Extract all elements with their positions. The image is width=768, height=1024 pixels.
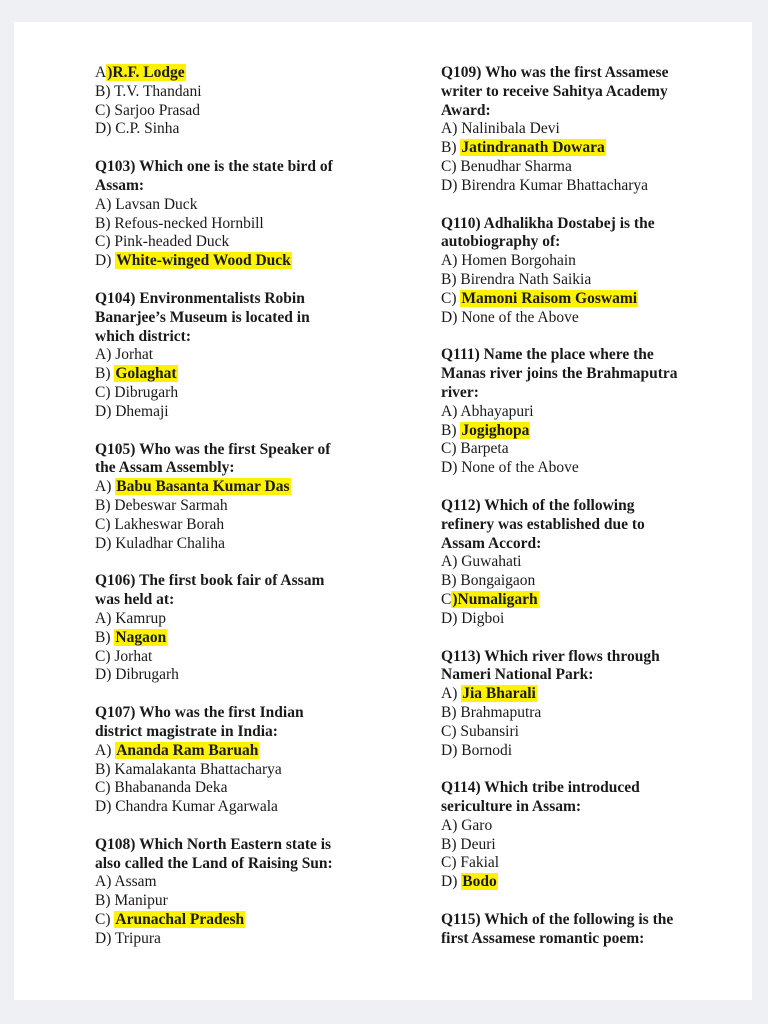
option-prefix: B) (95, 760, 111, 778)
option-prefix: C) (441, 440, 457, 458)
block-gap (441, 327, 741, 346)
answer-option (95, 215, 395, 234)
option-text: Golaghat (115, 365, 177, 383)
option-text: Debeswar Sarmah (114, 496, 228, 514)
option-prefix: C) (95, 911, 111, 929)
answer-option (95, 873, 395, 892)
answer-option-correct (441, 422, 741, 441)
question-text: autobiography of: (441, 233, 561, 251)
block-gap (95, 422, 395, 441)
option-prefix: B) (441, 139, 457, 157)
option-text: Lakheswar Borah (114, 515, 225, 533)
option-text: Numaligarh (457, 590, 538, 608)
question-text: Q110) Adhalikha Dostabej is the (441, 214, 655, 232)
answer-option (441, 553, 741, 572)
option-prefix: C) (441, 157, 457, 175)
option-text: Manipur (114, 892, 168, 910)
option-text: Sarjoo Prasad (114, 101, 201, 119)
highlighted-answer (461, 685, 537, 702)
block-gap (95, 271, 395, 290)
option-text: Fakial (460, 854, 500, 872)
option-text: Dibrugarh (114, 383, 179, 401)
option-text: Kamrup (115, 609, 167, 627)
answer-option (441, 723, 741, 742)
option-prefix: B) (441, 703, 457, 721)
answer-option (95, 196, 395, 215)
answer-option (95, 930, 395, 949)
highlighted-answer (460, 139, 605, 156)
question-block (441, 215, 741, 328)
option-prefix: C) (441, 722, 457, 740)
question-text: Q104) Environmentalists Robin (95, 289, 305, 307)
option-text: Homen Borgohain (461, 252, 576, 270)
option-prefix: C) (95, 383, 111, 401)
option-prefix: A) (441, 553, 458, 571)
option-text: White-winged Wood Duck (116, 252, 291, 270)
answer-option (441, 158, 741, 177)
option-prefix: B) (441, 270, 457, 288)
answer-option (95, 346, 395, 365)
answer-option (95, 648, 395, 667)
option-text: Dibrugarh (115, 666, 179, 684)
option-prefix: C (441, 590, 452, 608)
highlighted-answer (114, 365, 177, 382)
option-prefix: C) (95, 647, 111, 665)
option-prefix: D) (95, 402, 112, 420)
option-text: Lavsan Duck (115, 195, 198, 213)
option-prefix: D) (95, 120, 112, 138)
answer-option (441, 177, 741, 196)
highlighted-answer (451, 591, 538, 608)
question-text: first Assamese romantic poem: (441, 929, 645, 947)
question-text: Q113) Which river flows through (441, 647, 660, 665)
answer-option-correct (95, 911, 395, 930)
answer-option (95, 120, 395, 139)
left-column (95, 64, 395, 949)
question-text: district magistrate in India: (95, 722, 278, 740)
option-text: None of the Above (461, 308, 579, 326)
option-text: None of the Above (461, 459, 579, 477)
option-prefix: A) (95, 609, 112, 627)
option-prefix: A) (95, 873, 112, 891)
question-text: Q103) Which one is the state bird of (95, 158, 333, 176)
question-block (95, 572, 395, 685)
question-text: also called the Land of Raising Sun: (95, 854, 333, 872)
option-prefix: D) (95, 798, 112, 816)
option-text: Bornodi (461, 741, 513, 759)
block-gap (95, 553, 395, 572)
answer-option (95, 497, 395, 516)
option-text: Dhemaji (115, 402, 169, 420)
option-text: Babu Basanta Kumar Das (116, 478, 290, 496)
option-prefix: C) (95, 233, 111, 251)
answer-option (95, 516, 395, 535)
option-prefix: D) (95, 666, 112, 684)
answer-option (95, 233, 395, 252)
question-text: refinery was established due to (441, 515, 645, 533)
option-text: Bongaigaon (460, 572, 536, 590)
question-block (441, 911, 741, 949)
option-text: Pink-headed Duck (114, 233, 230, 251)
question-block (441, 346, 741, 478)
option-prefix: B) (95, 628, 111, 646)
option-prefix: C) (441, 289, 457, 307)
answer-option-correct (441, 873, 741, 892)
option-prefix: D) (441, 609, 458, 627)
question-text: Q114) Which tribe introduced (441, 779, 640, 797)
option-prefix: C) (95, 101, 111, 119)
option-text: R.F. Lodge (112, 64, 185, 81)
block-gap (95, 139, 395, 158)
answer-option (441, 704, 741, 723)
option-prefix: D) (95, 252, 112, 270)
question-block (441, 779, 741, 892)
answer-option (441, 403, 741, 422)
question-text: Q111) Name the place where the (441, 346, 654, 364)
option-prefix: C) (95, 779, 111, 797)
option-prefix: B) (95, 496, 111, 514)
question-block (441, 497, 741, 629)
answer-option (441, 742, 741, 761)
highlighted-answer (460, 422, 530, 439)
question-block (95, 704, 395, 817)
answer-option (95, 535, 395, 554)
answer-option-correct (95, 64, 395, 83)
question-text: Q108) Which North Eastern state is (95, 835, 332, 853)
answer-option-correct (95, 629, 395, 648)
option-text: Tripura (114, 929, 161, 947)
option-prefix: B) (441, 572, 457, 590)
option-text: Birendra Kumar Bhattacharya (461, 176, 649, 194)
answer-option (441, 271, 741, 290)
answer-option (441, 309, 741, 328)
option-prefix: D) (441, 176, 458, 194)
question-text: was held at: (95, 591, 175, 609)
question-text: Q107) Who was the first Indian (95, 704, 304, 722)
option-prefix: D) (441, 741, 458, 759)
option-prefix: B) (441, 835, 457, 853)
option-text: Refous-necked Hornbill (114, 214, 264, 232)
option-prefix: D) (95, 534, 112, 552)
option-text: C.P. Sinha (115, 120, 180, 138)
question-block (95, 158, 395, 271)
option-separator: ) (452, 590, 458, 608)
answer-option (95, 798, 395, 817)
question-text: Q112) Which of the following (441, 496, 635, 514)
answer-option (95, 761, 395, 780)
answer-option (95, 892, 395, 911)
question-block (95, 290, 395, 422)
option-text: Guwahati (461, 553, 522, 571)
answer-option (95, 666, 395, 685)
answer-option (441, 836, 741, 855)
option-text: Garo (461, 816, 493, 834)
option-text: Ananda Ram Baruah (116, 741, 259, 759)
highlighted-answer (114, 911, 245, 928)
answer-option (95, 610, 395, 629)
answer-option (95, 102, 395, 121)
option-text: Jatindranath Dowara (461, 139, 605, 157)
question-text: river: (441, 383, 479, 401)
option-prefix: B) (95, 214, 111, 232)
answer-option (441, 120, 741, 139)
option-prefix: D) (441, 459, 458, 477)
question-text: Q109) Who was the first Assamese (441, 64, 669, 81)
option-prefix: A) (95, 195, 112, 213)
option-text: Abhayapuri (460, 402, 534, 420)
question-block (95, 64, 395, 139)
option-prefix: A) (441, 816, 458, 834)
highlighted-answer (115, 252, 292, 269)
option-prefix: D) (95, 929, 112, 947)
highlighted-answer (461, 873, 497, 890)
question-text: which district: (95, 327, 192, 345)
option-prefix: A) (95, 478, 112, 496)
option-prefix: B) (441, 421, 457, 439)
question-text: Award: (441, 101, 491, 119)
question-text: sericulture in Assam: (441, 798, 582, 816)
answer-option (441, 440, 741, 459)
block-gap (441, 892, 741, 911)
question-text: Q105) Who was the first Speaker of (95, 440, 331, 458)
answer-option (95, 779, 395, 798)
option-text: Nalinibala Devi (461, 120, 560, 138)
option-text: Barpeta (460, 440, 509, 458)
highlighted-answer (106, 64, 185, 81)
option-text: Assam (114, 873, 157, 891)
option-text: Benudhar Sharma (460, 157, 572, 175)
option-prefix: C) (441, 854, 457, 872)
answer-option (441, 252, 741, 271)
highlighted-answer (115, 742, 259, 759)
option-prefix: A) (95, 346, 112, 364)
block-gap (95, 817, 395, 836)
option-prefix: A) (441, 252, 458, 270)
highlighted-answer (115, 478, 290, 495)
option-prefix: D) (441, 873, 458, 891)
question-text: Q106) The first book fair of Assam (95, 572, 325, 590)
option-text: Kamalakanta Bhattacharya (114, 760, 282, 778)
answer-option-correct (441, 290, 741, 309)
option-prefix: A (95, 64, 107, 81)
option-text: Mamoni Raisom Goswami (461, 289, 638, 307)
block-gap (441, 760, 741, 779)
option-text: Chandra Kumar Agarwala (115, 798, 278, 816)
question-text: writer to receive Sahitya Academy (441, 82, 668, 100)
answer-option-correct (441, 685, 741, 704)
document-page (14, 22, 752, 1000)
question-block (441, 64, 741, 196)
option-prefix: B) (95, 82, 111, 100)
block-gap (95, 685, 395, 704)
question-text: Q115) Which of the following is the (441, 911, 674, 929)
answer-option (95, 384, 395, 403)
answer-option-correct (95, 365, 395, 384)
option-prefix: A) (95, 741, 112, 759)
option-text: Birendra Nath Saikia (460, 270, 592, 288)
answer-option (95, 403, 395, 422)
option-text: Brahmaputra (460, 703, 542, 721)
answer-option (441, 854, 741, 873)
question-text: Manas river joins the Brahmaputra (441, 365, 678, 383)
option-text: Digboi (461, 609, 505, 627)
option-text: Arunachal Pradesh (115, 911, 245, 929)
answer-option (441, 459, 741, 478)
question-text: Assam Accord: (441, 534, 542, 552)
question-text: Banarjee’s Museum is located in (95, 308, 310, 326)
option-prefix: A) (441, 120, 458, 138)
option-prefix: C) (95, 515, 111, 533)
answer-option (441, 572, 741, 591)
block-gap (441, 478, 741, 497)
answer-option (441, 610, 741, 629)
question-text: Assam: (95, 176, 145, 194)
right-column (441, 64, 741, 949)
option-text: Jorhat (114, 647, 153, 665)
question-block (95, 836, 395, 949)
highlighted-answer (114, 629, 167, 646)
question-text: the Assam Assembly: (95, 459, 235, 477)
option-prefix: A) (441, 402, 458, 420)
block-gap (441, 196, 741, 215)
option-prefix: B) (95, 892, 111, 910)
block-gap (441, 629, 741, 648)
answer-option-correct (95, 252, 395, 271)
option-text: T.V. Thandani (114, 82, 202, 100)
option-text: Bhabananda Deka (114, 779, 228, 797)
option-prefix: B) (95, 365, 111, 383)
option-text: Subansiri (460, 722, 519, 740)
question-text: Nameri National Park: (441, 666, 594, 684)
highlighted-answer (460, 290, 638, 307)
option-text: Jorhat (115, 346, 154, 364)
answer-option-correct (95, 478, 395, 497)
option-separator: ) (107, 64, 113, 81)
answer-option-correct (441, 591, 741, 610)
option-text: Deuri (460, 835, 496, 853)
question-block (441, 648, 741, 761)
option-text: Jia Bharali (462, 685, 536, 703)
answer-option-correct (95, 742, 395, 761)
option-text: Nagaon (115, 628, 167, 646)
option-text: Bodo (462, 873, 497, 891)
answer-option (441, 817, 741, 836)
option-text: Jogighopa (461, 421, 530, 439)
option-prefix: A) (441, 685, 458, 703)
answer-option-correct (441, 139, 741, 158)
question-block (95, 441, 395, 554)
answer-option (95, 83, 395, 102)
option-prefix: D) (441, 308, 458, 326)
option-text: Kuladhar Chaliha (115, 534, 225, 552)
